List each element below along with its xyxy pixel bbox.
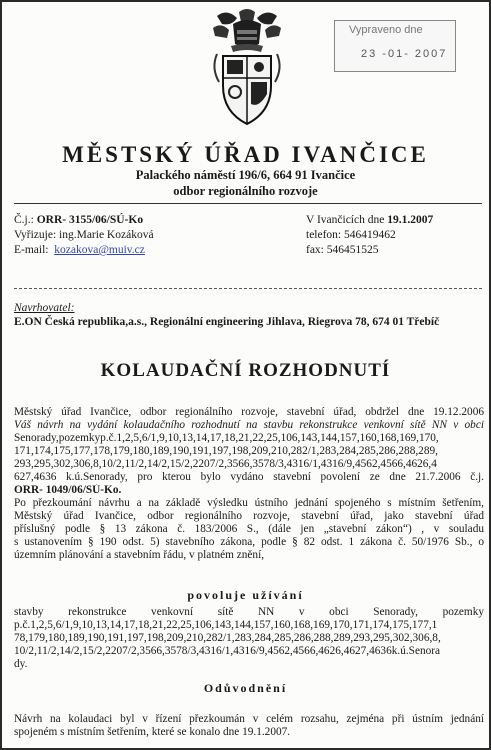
office-address: Palackého náměstí 196/6, 664 91 Ivančice <box>135 168 356 182</box>
body-line: s ustanovením § 190 odst. 5) stavebního zákona, podle § 82 odst. 1 zákona č. 50/1976 Sb., o <box>14 536 484 548</box>
body-line: Váš návrh na vydání kolaudačního rozhodnutí na stavbu rekonstrukce venkovní sítě NN v obci <box>14 419 484 431</box>
body-line: Senorady,pozemkyp.č.1,2,5,6/1,9,10,13,14,17,18,21,22,25,106,143,144,157,160,168,169,170, <box>14 432 439 444</box>
email-label: E-mail: <box>14 244 49 256</box>
document-title: KOLAUDAČNÍ ROZHODNUTÍ <box>100 360 391 381</box>
handler: Vyřizuje: ing.Marie Kozáková <box>14 229 154 241</box>
section-divider <box>14 288 482 289</box>
applicant-name: E.ON Česká republika,a.s., Regionální engineering Jihlava, Riegrova 78, 674 01 Třebíč <box>14 316 440 328</box>
fax: fax: 546451525 <box>306 244 379 256</box>
body-line: územním plánování a stavebním řádu, v platném znění, <box>14 549 265 561</box>
section-heading-reasoning: Odůvodnění <box>203 681 288 695</box>
permit-line: 78,179,180,189,190,191,197,198,209,210,282/1,283,284,285,286,288,289,293,295,302,306,8, <box>14 632 441 644</box>
reference-value: ORR- 3155/06/SÚ-Ko <box>36 214 144 226</box>
body-line: ORR- 1049/06/SÚ-Ko. <box>14 484 122 496</box>
email-link[interactable]: kozakova@muiv.cz <box>54 244 145 256</box>
permit-line: dy. <box>14 658 28 670</box>
reference-number <box>14 214 143 226</box>
place-date-label: V Ivančicích dne <box>306 214 385 226</box>
body-line: Po přezkoumání návrhu a na základě výsledku ústního jednání spojeného s místním šetřením, <box>14 497 484 509</box>
stamp-label: Vypraveno dne <box>349 24 423 36</box>
document-date: 19.1.2007 <box>387 214 434 226</box>
section-heading-permit: povoluje užívání <box>187 588 304 602</box>
place-date <box>306 214 433 226</box>
reason-line: Návrh na kolaudaci byl v řízení přezkoumán v celém rozsahu, zejména při ústním jednání <box>14 713 484 725</box>
reason-line: spojeném s místním šetřením, které se konalo dne 19.1.2007. <box>14 726 291 738</box>
dispatch-stamp <box>334 20 456 72</box>
body-line: 293,295,302,306,8,10/2,11/2,14/2,15/2,2207/2,3566,3578/3,4316/1,4316/9,4562,4566,4626,4 <box>14 458 437 470</box>
body-line: příslušný podle § 13 zákona č. 183/2006 S., (dále jen „stavební zákon“) , v souladu <box>14 523 484 535</box>
email-line <box>14 244 145 256</box>
reference-label: Č.j.: <box>14 214 34 226</box>
office-department: odbor regionálního rozvoje <box>173 184 318 198</box>
permit-line: stavby rekonstrukce venkovní sítě NN v obci Senorady, pozemky <box>14 606 484 618</box>
body-line: 171,174,175,177,178,179,180,189,190,191,197,198,209,210,282/1,283,284,285,286,288,289, <box>14 445 438 457</box>
applicant-label: Navrhovatel: <box>14 302 75 314</box>
header-divider <box>14 203 482 204</box>
phone: telefon: 546419462 <box>306 229 396 241</box>
permit-line: 10/2,11/2,14/2,15/2,2207/2,3566,3578/3,4316/1,4316/9,4562,4566,4626,4627,4636k.ú.Senora <box>14 645 441 657</box>
body-line: Městský úřad Ivančice, odbor regionálního rozvoje, stavební úřad, jako stavební úřad <box>14 510 484 522</box>
body-line: 627,4636 k.ú.Senorady, pro kterou bylo vydáno stavební povolení ze dne 21.7.2006 č.j. <box>14 471 484 483</box>
coat-of-arms-icon <box>207 8 287 134</box>
permit-line: p.č.1,2,5,6/1,9,10,13,14,17,18,21,22,25,106,143,144,157,160,168,169,170,171,174,175,177,1 <box>14 619 438 631</box>
stamp-date: 23 -01- 2007 <box>361 48 448 60</box>
body-line: Městský úřad Ivančice, odbor regionálního rozvoje, stavební úřad, obdržel dne 19.12.2006 <box>14 406 484 418</box>
office-title: MĚSTSKÝ ÚŘAD IVANČICE <box>62 142 429 167</box>
document-page <box>2 2 489 748</box>
